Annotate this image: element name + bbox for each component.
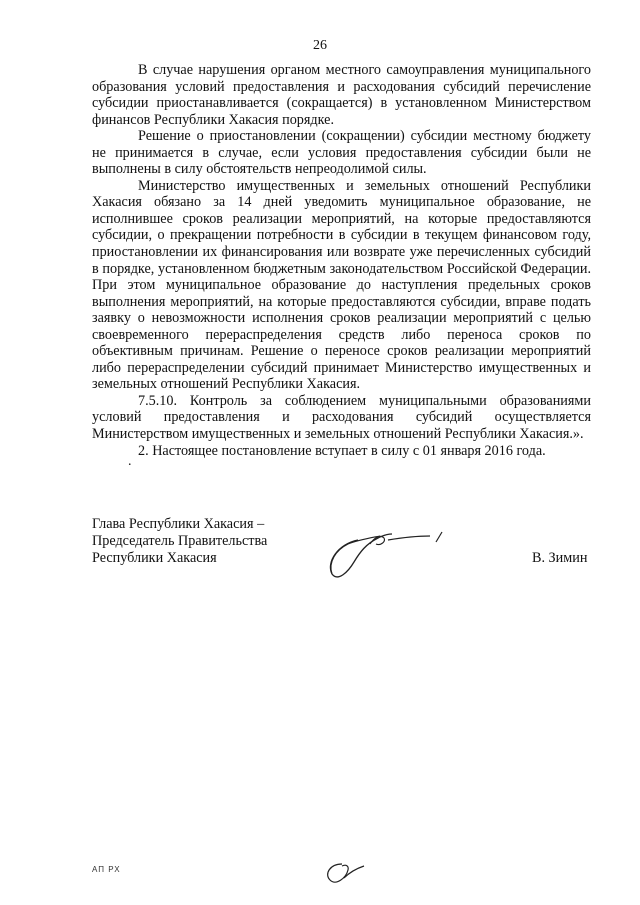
signatory-title-line-3: Республики Хакасия xyxy=(92,550,217,566)
page-number: 26 xyxy=(313,38,327,53)
paragraph-force-majeure: Решение о приостановлении (сокращении) субсидии местному бюджету не принимается в случае, если условия предоставления субсидии были не выполнены в силу обстоятельств непреодолимой силы. xyxy=(92,128,591,178)
paragraph-control-7-5-10: 7.5.10. Контроль за соблюдением муниципальными образованиями условий предоставления и расходования субсидий осуществляется Министерством имущественных и земельных отношений Республики Хакасия.». xyxy=(92,392,591,443)
signatory-title-line-2: Председатель Правительства xyxy=(92,533,268,549)
signatory-name: В. Зимин xyxy=(532,550,588,566)
signatory-title-block xyxy=(92,516,352,567)
handwritten-signature xyxy=(318,522,468,584)
signatory-title-line-1: Глава Республики Хакасия – xyxy=(92,516,265,532)
initials-mark xyxy=(320,858,368,888)
document-body xyxy=(92,62,591,459)
paragraph-violation: В случае нарушения органом местного самоуправления муниципального образования условий предоставления и расходования субсидий перечисление субсидии приостанавливается (сокращается) в установленном Министерством финансов Республики Хакасия порядке. xyxy=(92,62,591,128)
stray-dot: . xyxy=(128,454,132,469)
paragraph-effective-date: 2. Настоящее постановление вступает в силу с 01 января 2016 года. xyxy=(138,442,546,459)
paragraph-ministry-notice: Министерство имущественных и земельных отношений Республики Хакасия обязано за 14 дней уведомить муниципальное образование, не исполнившее сроков реализации мероприятий, на которые предоставляются субсидии, о прекращении потребности в субсидии в текущем финансовом году, приостановлении их финансирования или возврате уже перечисленных субсидий в порядке, установленном бюджетным законодательством Российской Федерации. При этом муниципальное образование до наступления предельных сроков выполнения мероприятий, на которые предоставляются субсидии, вправе подать заявку о невозможности исполнения сроков реализации мероприятий с целью своевременного перераспределения средств либо переноса сроков по объективным причинам. Решение о переносе сроков реализации мероприятий либо перераспределении субсидий принимает Министерство имущественных и земельных отношений Республики Хакасия. xyxy=(92,177,591,393)
footer-registry-mark: АП РХ xyxy=(92,865,121,874)
